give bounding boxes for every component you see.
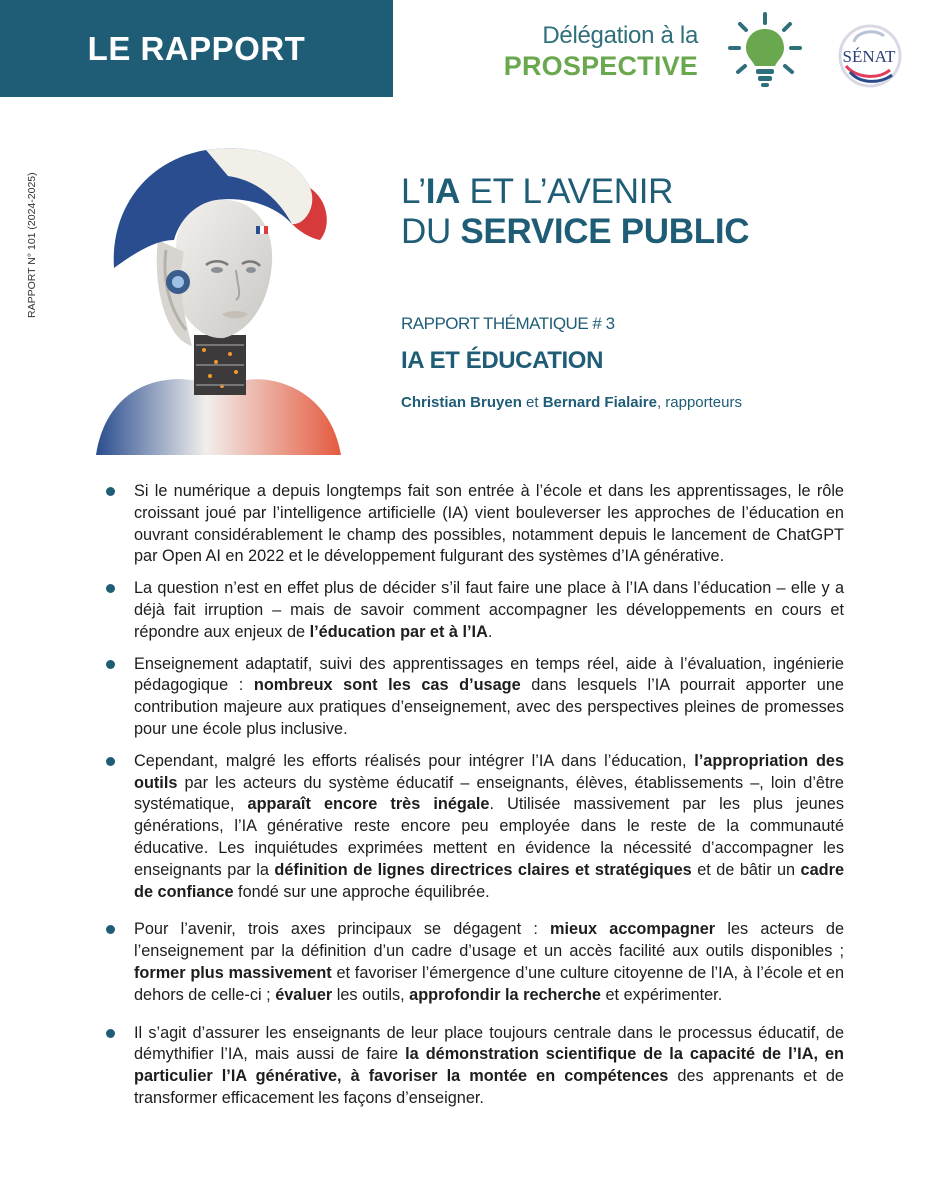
bold-text: définition de lignes directrices claires et stratégiques [274, 860, 692, 879]
author-1: Christian Bruyen [401, 394, 522, 411]
marianne-robot-illustration [96, 140, 341, 455]
text: et expérimenter. [600, 985, 723, 1004]
bold-text: mieux accompagner [550, 920, 716, 939]
senat-logo-text: SÉNAT [842, 47, 896, 66]
author-2: Bernard Fialaire [542, 394, 657, 411]
text: dans lesquels l’IA pourrait apporter une contribution majeure aux pratiques d’enseignement, avec des perspectives pleines de promesses pour une école plus inclusive. [134, 676, 844, 738]
title-line-1: L’IA ET L’AVENIR [401, 172, 674, 211]
bold-text: former plus massivement [134, 963, 332, 982]
text: Pour l’avenir, trois axes principaux se dégagent : [134, 920, 551, 939]
delegation-line2: PROSPECTIVE [503, 51, 698, 81]
report-number-vertical: RAPPORT N° 101 (2024-2025) [26, 172, 38, 318]
senat-logo [826, 20, 912, 92]
text: Il s’agit d’assurer les enseignants de leur place toujours centrale dans le processus éducatif, de démythifier l’IA, mais aussi de faire [134, 1023, 844, 1064]
bullet-text [134, 578, 844, 643]
bullet-text [134, 654, 844, 741]
authors-line: Christian Bruyen et Bernard Fialaire, rapporteurs [401, 394, 742, 411]
delegation-line1: Délégation à la [542, 22, 698, 49]
page-title [401, 172, 901, 252]
text: . [487, 622, 493, 641]
bullet-text [134, 751, 844, 904]
text: par les acteurs du système éducatif – enseignants, élèves, établissements –, loin d’être systématique, [134, 773, 844, 814]
list-item [106, 481, 844, 568]
bold-text: l’éducation par et à l’IA [309, 622, 488, 641]
thematic-report-label: RAPPORT THÉMATIQUE # 3 [401, 314, 615, 333]
text: les acteurs de l’enseignement par la définition d’un cadre d’usage et un accès facilité aux outils disponibles ; [134, 920, 844, 961]
report-label: LE RAPPORT [87, 29, 306, 67]
bold-text: nombreux sont les cas d’usage [253, 676, 521, 695]
text: La question n’est en effet plus de décider s’il faut faire une place à l’IA dans l’éducation – elle y a déjà fait irruption – mais de savoir comment accompagner les développements en cours et répondre aux enjeux de [134, 579, 844, 641]
text: les outils, [332, 985, 410, 1004]
text: et de bâtir un [691, 860, 801, 879]
bullet-dot-icon [106, 925, 115, 934]
bullet-text [134, 481, 844, 568]
text: et favoriser l’émergence d’une culture citoyenne de l’IA, à l’école et en dehors de celle-ci ; [134, 963, 844, 1004]
bold-text: l’appropriation des outils [134, 751, 844, 792]
list-item [106, 751, 844, 904]
bullet-text [134, 919, 844, 1006]
list-item [106, 919, 844, 1006]
text: . Utilisée massivement par les plus jeunes générations, l’IA générative reste encore peu employée dans le reste de la communauté éducative. Les inquiétudes exprimées mettent en évidence la nécessité d’accompagner les enseignants par la [134, 795, 844, 879]
bold-text: approfondir la recherche [409, 985, 601, 1004]
bullet-dot-icon [106, 757, 115, 766]
text: Enseignement adaptatif, suivi des apprentissages en temps réel, aide à l’évaluation, ingénierie pédagogique : [134, 654, 844, 695]
text: fondé sur une approche équilibrée. [233, 882, 490, 901]
text: des apprenants et de transformer efficacement les façons d’enseigner. [134, 1067, 844, 1107]
report-header-band [0, 0, 393, 97]
bold-text: la démonstration scientifique de la capacité de l’IA, en particulier l’IA générative, à favoriser la montée en compétences [134, 1045, 845, 1086]
bullet-dot-icon [106, 660, 115, 669]
report-topic: IA ET ÉDUCATION [401, 347, 603, 374]
list-item [106, 578, 844, 643]
delegation-logo [498, 22, 698, 82]
summary-bullet-list [106, 481, 844, 1120]
text: Si le numérique a depuis longtemps fait son entrée à l’école et dans les apprentissages, le rôle croissant joué par l’intelligence artificielle (IA) vient bouleverser les approches de l’éducation en ouvrant considérablement le champ des possibles, notamment depuis le lancement de ChatGPT par Open AI en 2022 et le développement fulgurant des systèmes d’IA générative. [134, 482, 844, 566]
list-item [106, 654, 844, 741]
bullet-dot-icon [106, 584, 115, 593]
bold-text: évaluer [275, 985, 333, 1004]
bold-text: cadre de confiance [134, 860, 844, 901]
bullet-text [134, 1023, 844, 1110]
text: Cependant, malgré les efforts réalisés pour intégrer l’IA dans l’éducation, [134, 751, 695, 770]
lightbulb-icon [720, 10, 810, 92]
list-item [106, 1023, 844, 1110]
bullet-dot-icon [106, 487, 115, 496]
bold-text: apparaît encore très inégale [247, 795, 490, 814]
title-line-2: DU SERVICE PUBLIC [401, 212, 750, 251]
bullet-dot-icon [106, 1029, 115, 1038]
